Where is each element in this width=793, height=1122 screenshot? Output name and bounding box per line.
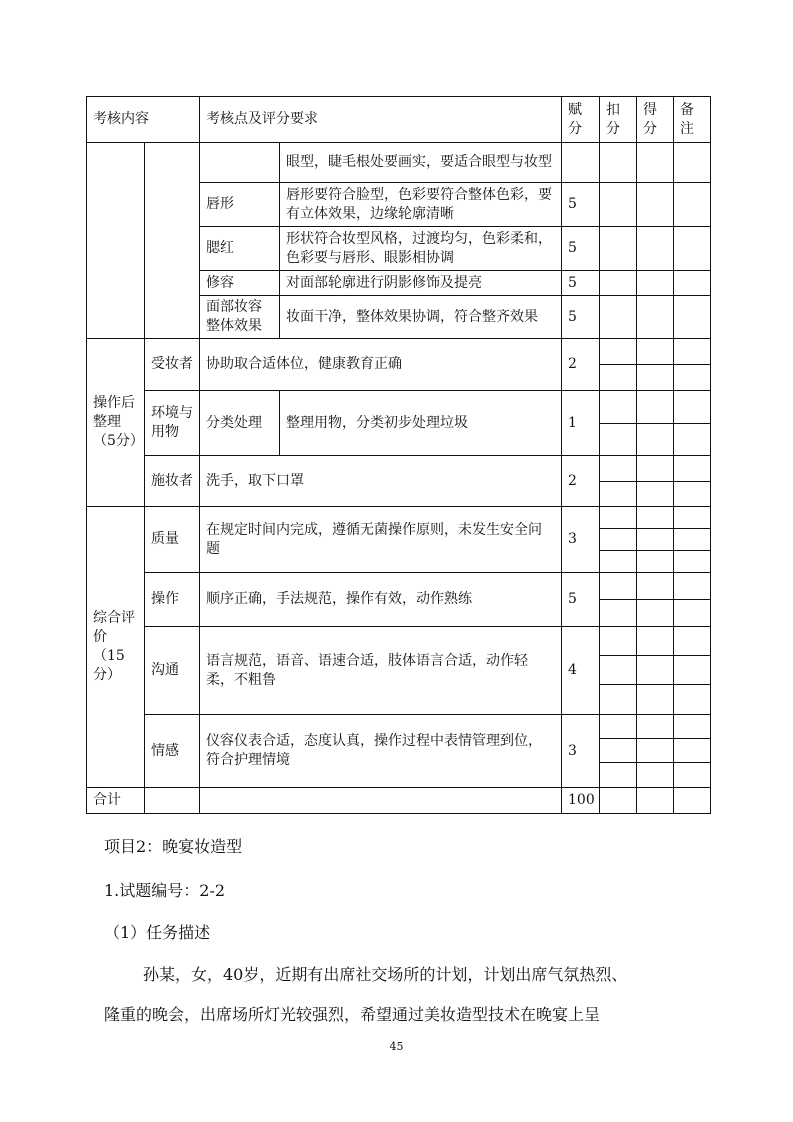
- exam-number: 1.试题编号：2-2: [104, 881, 226, 900]
- category-evaluation: 综合评价（15分）: [87, 507, 145, 788]
- table-row: [87, 339, 711, 365]
- task-heading: （1）任务描述: [104, 923, 211, 942]
- table-row: [87, 627, 711, 656]
- score-cell: 5: [562, 227, 600, 271]
- score-cell: 3: [562, 507, 600, 573]
- header-deduct: 扣分: [600, 97, 637, 143]
- project-heading: 项目2：晚宴妆造型: [104, 837, 243, 856]
- requirement-cell: 妆面干净，整体效果协调，符合整齐效果: [280, 296, 562, 339]
- category-cell: [87, 143, 145, 339]
- header-criteria: 考核点及评分要求: [200, 97, 562, 143]
- requirement-cell: 对面部轮廓进行阴影修饰及提亮: [280, 271, 562, 296]
- requirement-cell: 顺序正确，手法规范，操作有效，动作熟练: [200, 573, 562, 627]
- total-label: 合计: [87, 788, 145, 814]
- score-cell: [562, 143, 600, 183]
- score-cell: 5: [562, 271, 600, 296]
- requirement-cell: 洗手，取下口罩: [200, 456, 562, 507]
- total-row: [87, 788, 711, 814]
- requirement-cell: 形状符合妆型风格，过渡均匀，色彩柔和，色彩要与唇形、眼影相协调: [280, 227, 562, 271]
- requirement-cell: 在规定时间内完成，遵循无菌操作原则，未发生安全问题: [200, 507, 562, 573]
- item-cell: [200, 143, 280, 183]
- header-gain: 得分: [637, 97, 674, 143]
- page-number: 45: [389, 1040, 404, 1053]
- category-post-operation: 操作后整理（5分）: [87, 339, 145, 507]
- item-cell: 唇形: [200, 183, 280, 227]
- header-content: 考核内容: [87, 97, 200, 143]
- score-cell: 2: [562, 456, 600, 507]
- header-note: 备注: [674, 97, 711, 143]
- table-row: [87, 715, 711, 739]
- requirement-cell: 眼型，睫毛根处要画实，要适合眼型与妆型: [280, 143, 562, 183]
- item-cell: 腮红: [200, 227, 280, 271]
- table-row: [87, 391, 711, 424]
- item-cell: 分类处理: [200, 391, 280, 456]
- score-cell: 2: [562, 339, 600, 391]
- subject-cell: 受妆者: [145, 339, 200, 391]
- score-cell: 1: [562, 391, 600, 456]
- header-score: 赋分: [562, 97, 600, 143]
- requirement-cell: 唇形要符合脸型，色彩要符合整体色彩，要有立体效果，边缘轮廓清晰: [280, 183, 562, 227]
- scoring-table: [86, 96, 711, 814]
- subject-cell: 施妆者: [145, 456, 200, 507]
- subject-cell: 沟通: [145, 627, 200, 715]
- score-cell: 5: [562, 296, 600, 339]
- requirement-cell: 仪容仪表合适，态度认真，操作过程中表情管理到位，符合护理情境: [200, 715, 562, 788]
- item-cell: 面部妆容整体效果: [200, 296, 280, 339]
- subject-cell: 操作: [145, 573, 200, 627]
- requirement-cell: 语言规范，语音、语速合适，肢体语言合适，动作轻柔，不粗鲁: [200, 627, 562, 715]
- score-cell: 4: [562, 627, 600, 715]
- table-row: [87, 507, 711, 529]
- requirement-cell: 整理用物，分类初步处理垃圾: [280, 391, 562, 456]
- requirement-cell: 协助取合适体位，健康教育正确: [200, 339, 562, 391]
- paragraph-line-1: 孙某，女，40岁，近期有出席社交场所的计划，计划出席气氛热烈、: [143, 965, 628, 984]
- total-score: 100: [562, 788, 600, 814]
- table-row: [87, 143, 711, 183]
- subject-cell: 情感: [145, 715, 200, 788]
- table-row: [87, 456, 711, 482]
- subject-cell: 环境与用物: [145, 391, 200, 456]
- score-cell: 3: [562, 715, 600, 788]
- item-cell: 修容: [200, 271, 280, 296]
- header-row: [87, 97, 711, 143]
- score-cell: 5: [562, 573, 600, 627]
- subject-cell: [145, 143, 200, 339]
- table-row: [87, 573, 711, 600]
- subject-cell: 质量: [145, 507, 200, 573]
- score-cell: 5: [562, 183, 600, 227]
- paragraph-line-2: 隆重的晚会，出席场所灯光较强烈，希望通过美妆造型技术在晚宴上呈: [104, 1005, 601, 1024]
